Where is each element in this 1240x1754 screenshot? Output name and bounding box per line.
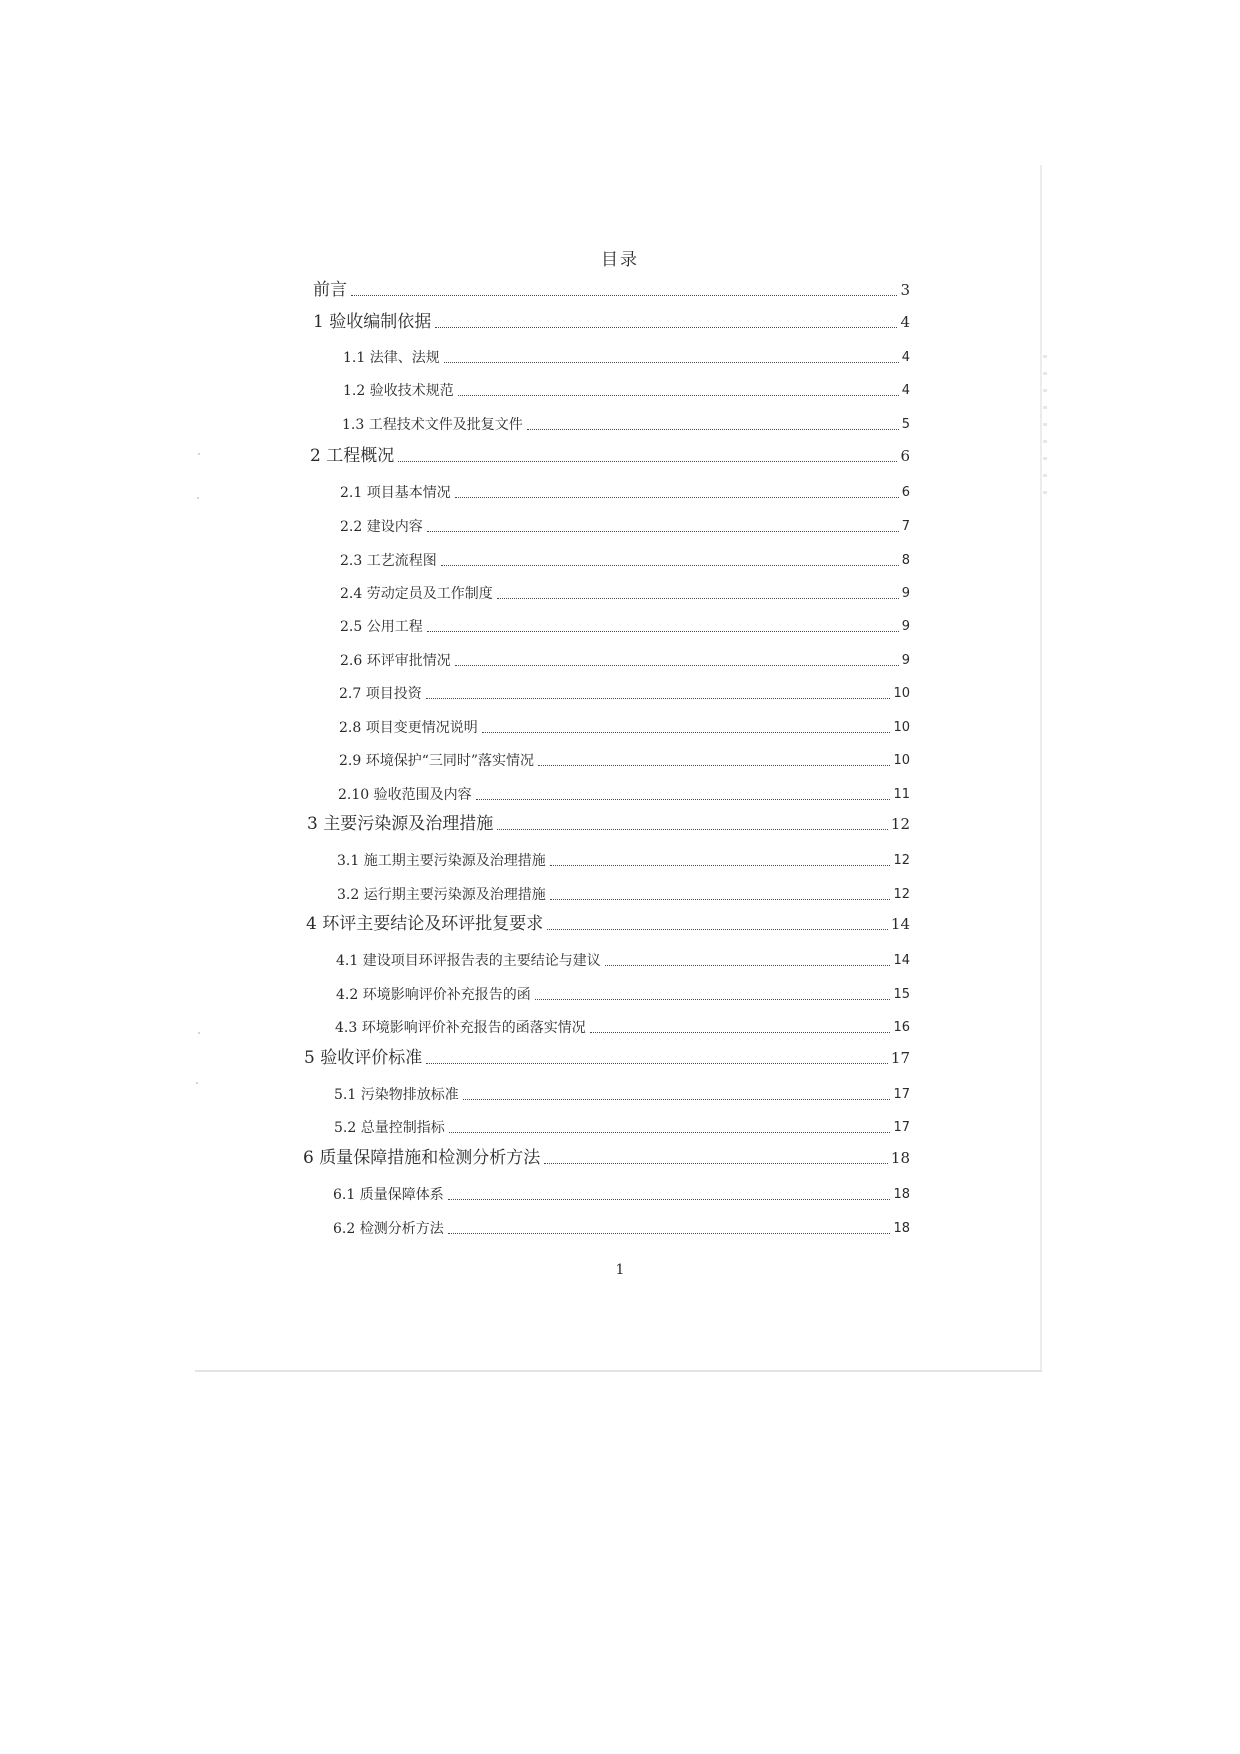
toc-entry-page: 4 xyxy=(901,350,910,365)
toc-entry-page: 17 xyxy=(890,1049,910,1067)
toc-dot-leader xyxy=(535,999,891,1000)
toc-entry-label: 4.2 环境影响评价补充报告的函 xyxy=(336,987,531,1003)
scan-edge-marks xyxy=(1043,355,1047,495)
toc-entry[interactable] xyxy=(337,880,910,904)
toc-entry-page: 18 xyxy=(893,1221,910,1236)
toc-entry-label: 2.8 项目变更情况说明 xyxy=(339,720,478,736)
toc-entry-label: 3.2 运行期主要污染源及治理措施 xyxy=(337,887,546,903)
toc-entry-page: 9 xyxy=(901,619,910,634)
toc-dot-leader xyxy=(538,765,890,766)
toc-dot-leader xyxy=(427,531,899,532)
toc-entry-page: 10 xyxy=(893,686,910,701)
toc-dot-leader xyxy=(448,1233,891,1234)
toc-entry-page: 10 xyxy=(893,720,910,735)
toc-entry-page: 4 xyxy=(900,313,910,331)
toc-entry-label: 2.3 工艺流程图 xyxy=(340,553,437,569)
toc-entry-label: 2.1 项目基本情况 xyxy=(340,485,451,501)
toc-entry[interactable] xyxy=(336,946,910,970)
toc-entry-label: 3.1 施工期主要污染源及治理措施 xyxy=(337,853,546,869)
toc-dot-leader xyxy=(547,929,888,930)
toc-dot-leader xyxy=(351,295,897,296)
toc-dot-leader xyxy=(590,1032,891,1033)
toc-entry-page: 17 xyxy=(893,1120,910,1135)
toc-dot-leader xyxy=(605,965,891,966)
toc-entry[interactable] xyxy=(340,579,910,603)
scan-sheet-edge-bottom xyxy=(195,1370,1042,1372)
toc-entry[interactable] xyxy=(304,1044,910,1068)
page-number: 1 xyxy=(615,1262,625,1278)
toc-entry[interactable] xyxy=(339,746,910,770)
toc-dot-leader xyxy=(455,497,899,498)
toc-entry-label: 6 质量保障措施和检测分析方法 xyxy=(303,1148,541,1168)
toc-dot-leader xyxy=(544,1163,888,1164)
toc-entry[interactable] xyxy=(342,410,910,434)
toc-entry-page: 12 xyxy=(893,887,910,902)
toc-dot-leader xyxy=(458,395,899,396)
toc-entry[interactable] xyxy=(335,1013,910,1037)
toc-entry-label: 1.1 法律、法规 xyxy=(343,350,440,366)
toc-entry-label: 1 验收编制依据 xyxy=(313,312,432,332)
toc-entry-page: 14 xyxy=(893,953,910,968)
toc-dot-leader xyxy=(398,461,897,462)
toc-dot-leader xyxy=(497,829,888,830)
toc-entry-page: 11 xyxy=(893,787,910,802)
toc-entry[interactable] xyxy=(333,1180,910,1204)
toc-entry-page: 7 xyxy=(901,519,910,534)
toc-entry-page: 6 xyxy=(900,447,910,465)
scan-speck xyxy=(198,1032,200,1034)
toc-entry[interactable] xyxy=(313,276,910,300)
toc-entry-page: 9 xyxy=(901,653,910,668)
toc-title: 目录 xyxy=(601,250,639,270)
toc-dot-leader xyxy=(482,732,891,733)
toc-entry[interactable] xyxy=(334,1080,910,1104)
toc-entry[interactable] xyxy=(310,442,910,466)
toc-entry-page: 6 xyxy=(901,485,910,500)
toc-entry-label: 1.2 验收技术规范 xyxy=(343,383,454,399)
toc-entry[interactable] xyxy=(340,612,910,636)
toc-entry-page: 3 xyxy=(900,281,910,299)
scan-speck xyxy=(197,497,199,499)
toc-entry[interactable] xyxy=(337,846,910,870)
toc-entry-page: 16 xyxy=(893,1020,910,1035)
toc-entry[interactable] xyxy=(336,980,910,1004)
toc-entry-label: 5.2 总量控制指标 xyxy=(334,1120,445,1136)
toc-entry[interactable] xyxy=(340,546,910,570)
toc-entry-label: 2.7 项目投资 xyxy=(339,686,422,702)
scan-speck xyxy=(198,453,200,455)
toc-entry-label: 前言 xyxy=(313,280,347,300)
toc-entry-label: 2.2 建设内容 xyxy=(340,519,423,535)
toc-entry[interactable] xyxy=(338,780,910,804)
toc-dot-leader xyxy=(435,327,897,328)
toc-dot-leader xyxy=(455,665,899,666)
toc-dot-leader xyxy=(527,429,899,430)
toc-entry[interactable] xyxy=(343,343,910,367)
toc-dot-leader xyxy=(550,899,891,900)
toc-entry-label: 1.3 工程技术文件及批复文件 xyxy=(342,417,523,433)
toc-entry-label: 2.5 公用工程 xyxy=(340,619,423,635)
toc-entry-label: 6.2 检测分析方法 xyxy=(333,1221,444,1237)
toc-entry[interactable] xyxy=(307,810,910,834)
toc-entry[interactable] xyxy=(340,512,910,536)
toc-entry-page: 10 xyxy=(893,753,910,768)
toc-entry-label: 4.1 建设项目环评报告表的主要结论与建议 xyxy=(336,953,601,969)
toc-entry-label: 2.6 环评审批情况 xyxy=(340,653,451,669)
toc-dot-leader xyxy=(444,362,899,363)
toc-entry-label: 5.1 污染物排放标准 xyxy=(334,1087,459,1103)
toc-entry[interactable] xyxy=(343,376,910,400)
toc-dot-leader xyxy=(550,865,891,866)
toc-entry-label: 2.10 验收范围及内容 xyxy=(338,787,472,803)
toc-entry-label: 2.9 环境保护“三同时”落实情况 xyxy=(339,753,535,769)
toc-entry-page: 18 xyxy=(890,1149,910,1167)
toc-dot-leader xyxy=(441,565,899,566)
toc-entry-page: 9 xyxy=(901,586,910,601)
toc-dot-leader xyxy=(497,598,899,599)
toc-entry-label: 5 验收评价标准 xyxy=(304,1048,423,1068)
toc-entry[interactable] xyxy=(339,713,910,737)
toc-entry[interactable] xyxy=(340,478,910,502)
toc-dot-leader xyxy=(448,1199,891,1200)
toc-entry-page: 18 xyxy=(893,1187,910,1202)
toc-entry[interactable] xyxy=(340,646,910,670)
scan-sheet-edge-right xyxy=(1040,165,1042,1370)
toc-entry-label: 4 环评主要结论及环评批复要求 xyxy=(306,914,544,934)
toc-dot-leader xyxy=(449,1132,891,1133)
toc-dot-leader xyxy=(463,1099,891,1100)
toc-entry-page: 4 xyxy=(901,383,910,398)
toc-entry[interactable] xyxy=(333,1214,910,1238)
toc-dot-leader xyxy=(426,1063,888,1064)
toc-entry[interactable] xyxy=(339,679,910,703)
toc-entry-page: 15 xyxy=(893,987,910,1002)
toc-dot-leader xyxy=(427,631,899,632)
toc-dot-leader xyxy=(426,698,891,699)
scan-speck xyxy=(196,1082,198,1084)
toc-entry[interactable] xyxy=(306,910,910,934)
toc-dot-leader xyxy=(476,799,891,800)
toc-entry-page: 17 xyxy=(893,1087,910,1102)
toc-entry-page: 5 xyxy=(901,417,910,432)
toc-entry[interactable] xyxy=(334,1113,910,1137)
toc-entry-page: 8 xyxy=(901,553,910,568)
toc-entry-label: 6.1 质量保障体系 xyxy=(333,1187,444,1203)
toc-entry-label: 3 主要污染源及治理措施 xyxy=(307,814,494,834)
toc-entry-label: 4.3 环境影响评价补充报告的函落实情况 xyxy=(335,1020,586,1036)
toc-entry-page: 12 xyxy=(890,815,910,833)
toc-entry[interactable] xyxy=(303,1144,910,1168)
toc-entry-label: 2.4 劳动定员及工作制度 xyxy=(340,586,493,602)
toc-entry-page: 12 xyxy=(893,853,910,868)
toc-entry-page: 14 xyxy=(890,915,910,933)
toc-entry-label: 2 工程概况 xyxy=(310,446,395,466)
toc-entry[interactable] xyxy=(313,308,910,332)
